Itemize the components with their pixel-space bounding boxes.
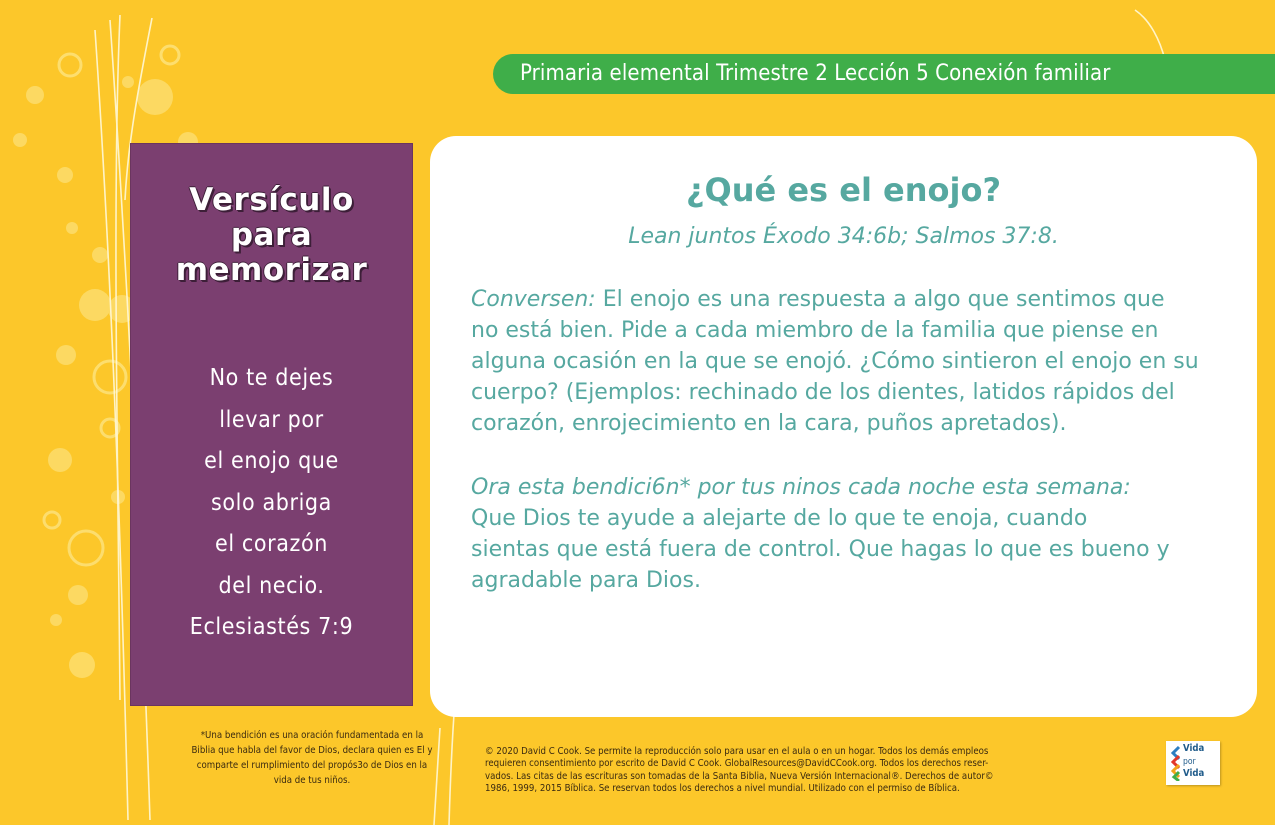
discussion-line: cuerpo? (Ejemplos: rechinado de los dientes, latidos rápidos del	[471, 380, 1175, 405]
verse-reference: Eclesiastés 7:9	[189, 614, 354, 640]
footnote-line: *Una bendición es una oración fundamentada en la	[200, 730, 424, 741]
card-subtitle: Lean juntos Éxodo 34:6b; Salmos 37:8.	[628, 224, 1059, 249]
footnote-line: vida de tus niños.	[273, 775, 351, 786]
prayer-line: agradable para Dios.	[471, 568, 701, 593]
verse-line: del necio.	[218, 572, 325, 599]
prayer-paragraph	[471, 472, 1231, 596]
verse-line: llevar por	[219, 406, 324, 433]
memory-title-line: memorizar	[175, 252, 368, 288]
header-banner	[493, 54, 1275, 94]
logo-text	[1183, 743, 1219, 781]
discussion-paragraph	[471, 284, 1231, 439]
copyright-line: 1986, 1999, 2015 Bíblica. Se reservan todos los derechos a nivel mundial. Utilizado con el permiso de Bíblica.	[485, 782, 960, 794]
logo-line: por	[1183, 756, 1196, 767]
verse-line: solo abriga	[211, 489, 332, 516]
copyright-line: vados. Las citas de las escrituras son tomadas de la Santa Biblia, Nueva Versión Internacional®. Derechos de autor©	[485, 770, 994, 782]
prayer-line: sientas que está fuera de control. Que hagas lo que es bueno y	[471, 537, 1170, 562]
memory-title-line: Versículo	[189, 182, 354, 218]
logo-mark-icon	[1169, 745, 1183, 781]
verse-line: No te dejes	[209, 365, 334, 391]
header-banner-text: Primaria elemental Trimestre 2 Lección 5 Conexión familiar	[520, 61, 1111, 86]
discussion-line: alguna ocasión en la que se enojó. ¿Cómo sintieron el enojo en su	[471, 349, 1199, 374]
prayer-label: Ora esta bendici6n* por tus ninos cada noche esta semana:	[471, 475, 1131, 500]
memory-title-line: para	[230, 217, 313, 253]
memory-verse-title	[130, 183, 413, 288]
footnote-line: Biblia que habla del favor de Dios, declara quien es El y	[191, 745, 433, 756]
verse-line: el corazón	[215, 531, 328, 557]
prayer-line: Que Dios te ayude a alejarte de lo que te enoja, cuando	[471, 506, 1088, 531]
vida-por-vida-logo	[1166, 741, 1220, 785]
discussion-line: corazón, enrojecimiento en la cara, puños apretados).	[471, 411, 1067, 436]
copyright-notice	[485, 746, 1165, 795]
copyright-line: © 2020 David C Cook. Se permite la reproducción solo para usar en el aula o en un hogar. Todos los demás empleos	[485, 746, 989, 757]
memory-verse-text	[130, 358, 413, 649]
blessing-footnote	[168, 728, 456, 788]
memory-verse-panel	[130, 143, 413, 706]
discussion-label: Conversen:	[471, 287, 596, 312]
footnote-line: comparte el rumplimiento del propós3o de Dios en la	[196, 760, 428, 771]
logo-line: Vida	[1183, 768, 1205, 779]
card-title: ¿Qué es el enojo?	[685, 171, 1002, 209]
logo-line: Vida	[1183, 743, 1205, 754]
copyright-line: requieren consentimiento por escrito de David C Cook. GlobalResources@DavidCCook.org. Todos los derechos reser-	[485, 758, 989, 770]
discussion-line: El enojo es una respuesta a algo que sentimos que	[595, 287, 1165, 312]
verse-line: el enojo que	[204, 448, 339, 474]
discussion-line: no está bien. Pide a cada miembro de la familia que piense en	[471, 318, 1159, 343]
